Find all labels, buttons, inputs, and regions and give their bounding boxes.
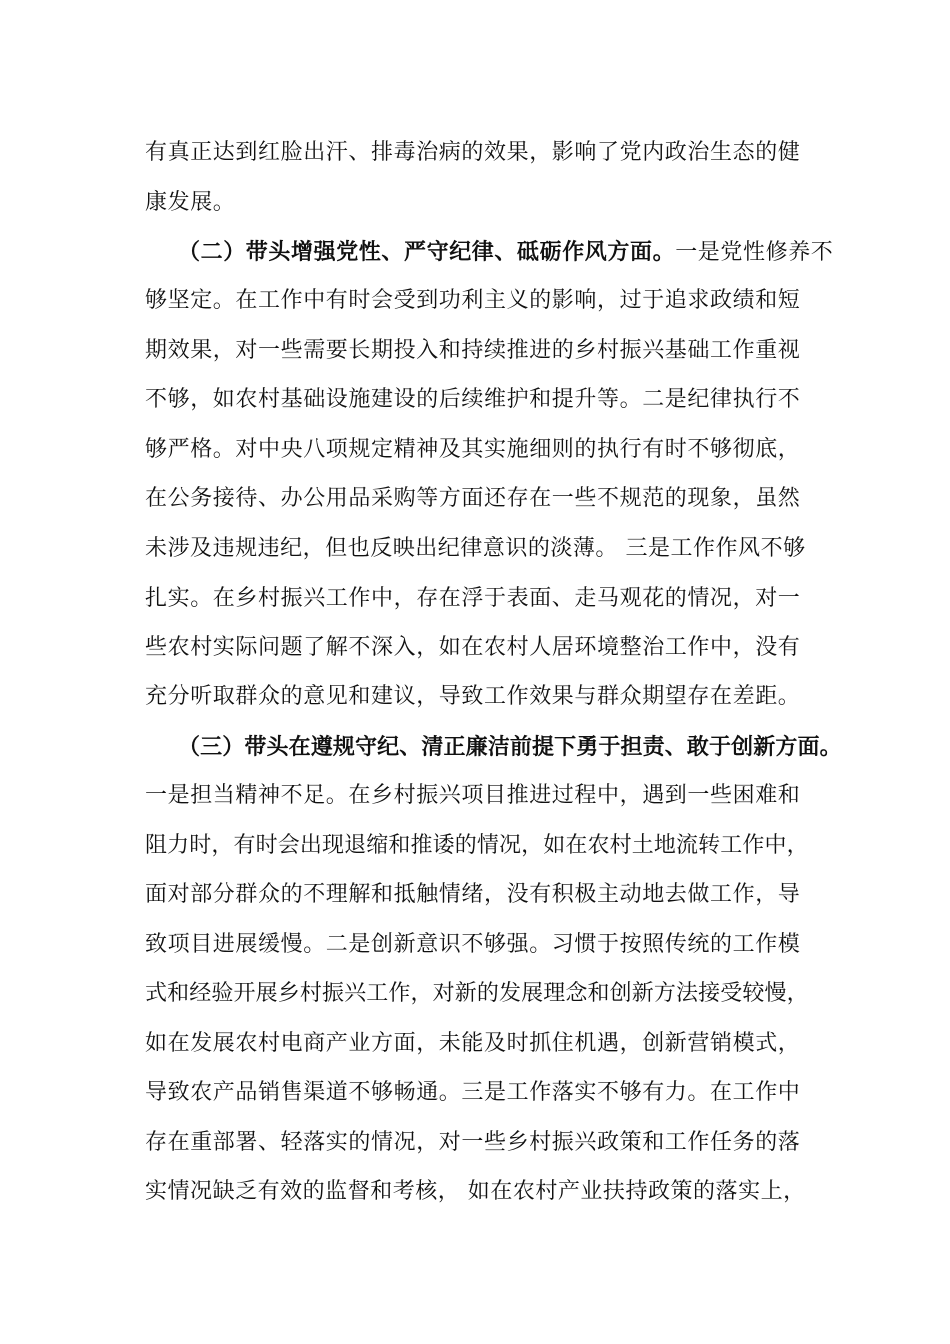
text-line — [145, 128, 800, 178]
text-line — [145, 178, 235, 228]
line-text: 如在发展农村电商产业方面，未能及时抓住机遇，创新营销模式， — [145, 1031, 801, 1056]
text-line — [145, 474, 800, 524]
line-text: 够坚定。在工作中有时会受到功利主义的影响，过于追求政绩和短 — [145, 288, 801, 313]
text-line — [145, 771, 800, 821]
line-text: 阻力时，有时会出现退缩和推诿的情况，如在农村土地流转工作中， — [145, 833, 809, 858]
text-line — [145, 623, 800, 673]
section-heading-line — [178, 227, 833, 277]
line-text: 致项目进展缓慢。二是创新意识不够强。习惯于按照传统的工作模 — [145, 932, 801, 957]
line-text: 些农村实际问题了解不深入，如在农村人居环境整治工作中，没有 — [145, 635, 801, 660]
text-line — [145, 276, 800, 326]
line-text: 式和经验开展乡村振兴工作，对新的发展理念和创新方法接受较慢， — [145, 981, 809, 1006]
section-heading-3: （三）带头在遵规守纪、清正廉洁前提下勇于担责、敢于创新方面。 — [178, 734, 842, 760]
line-text: 有真正达到红脸出汗、排毒治病的效果，影响了党内政治生态的健 — [145, 140, 801, 165]
line-text: 导致农产品销售渠道不够畅通。三是工作落实不够有力。在工作中 — [145, 1080, 801, 1105]
text-line — [145, 326, 800, 376]
text-line — [145, 425, 800, 475]
text-line — [145, 870, 800, 920]
text-line — [145, 672, 800, 722]
line-text: 一是担当精神不足。在乡村振兴项目推进过程中，遇到一些困难和 — [145, 783, 801, 808]
line-text: 不够，如农村基础设施建设的后续维护和提升等。二是纪律执行不 — [145, 387, 801, 412]
line-text: 实情况缺乏有效的监督和考核， 如在农村产业扶持政策的落实上， — [145, 1179, 806, 1204]
text-line — [145, 574, 800, 624]
line-text: 充分听取群众的意见和建议，导致工作效果与群众期望存在差距。 — [145, 684, 801, 709]
line-text: 期效果，对一些需要长期投入和持续推进的乡村振兴基础工作重视 — [145, 338, 801, 363]
line-text: 在公务接待、办公用品采购等方面还存在一些不规范的现象，虽然 — [145, 486, 801, 511]
text-line — [145, 1019, 800, 1069]
text-line — [145, 1167, 806, 1217]
line-text: 扎实。在乡村振兴工作中，存在浮于表面、走马观花的情况，对一 — [145, 586, 801, 611]
line-text: 够严格。对中央八项规定精神及其实施细则的执行有时不够彻底， — [145, 437, 801, 462]
text-line — [145, 969, 809, 1019]
text-line — [145, 1068, 800, 1118]
text-line — [145, 920, 800, 970]
line-text: 未涉及违规违纪，但也反映出纪律意识的淡薄。 三是工作作风不够 — [145, 536, 806, 561]
line-text: 存在重部署、轻落实的情况，对一些乡村振兴政策和工作任务的落 — [145, 1130, 801, 1155]
text-line — [145, 821, 809, 871]
text-line — [145, 524, 806, 574]
line-text: 一是党性修养不 — [675, 240, 834, 265]
line-text: 面对部分群众的不理解和抵触情绪，没有积极主动地去做工作，导 — [145, 882, 801, 907]
text-line — [145, 375, 800, 425]
text-line — [145, 1118, 800, 1168]
line-text: 康发展。 — [145, 190, 236, 215]
section-heading-line — [178, 722, 842, 772]
section-heading-2: （二）带头增强党性、严守纪律、砥砺作风方面。 — [178, 239, 676, 265]
